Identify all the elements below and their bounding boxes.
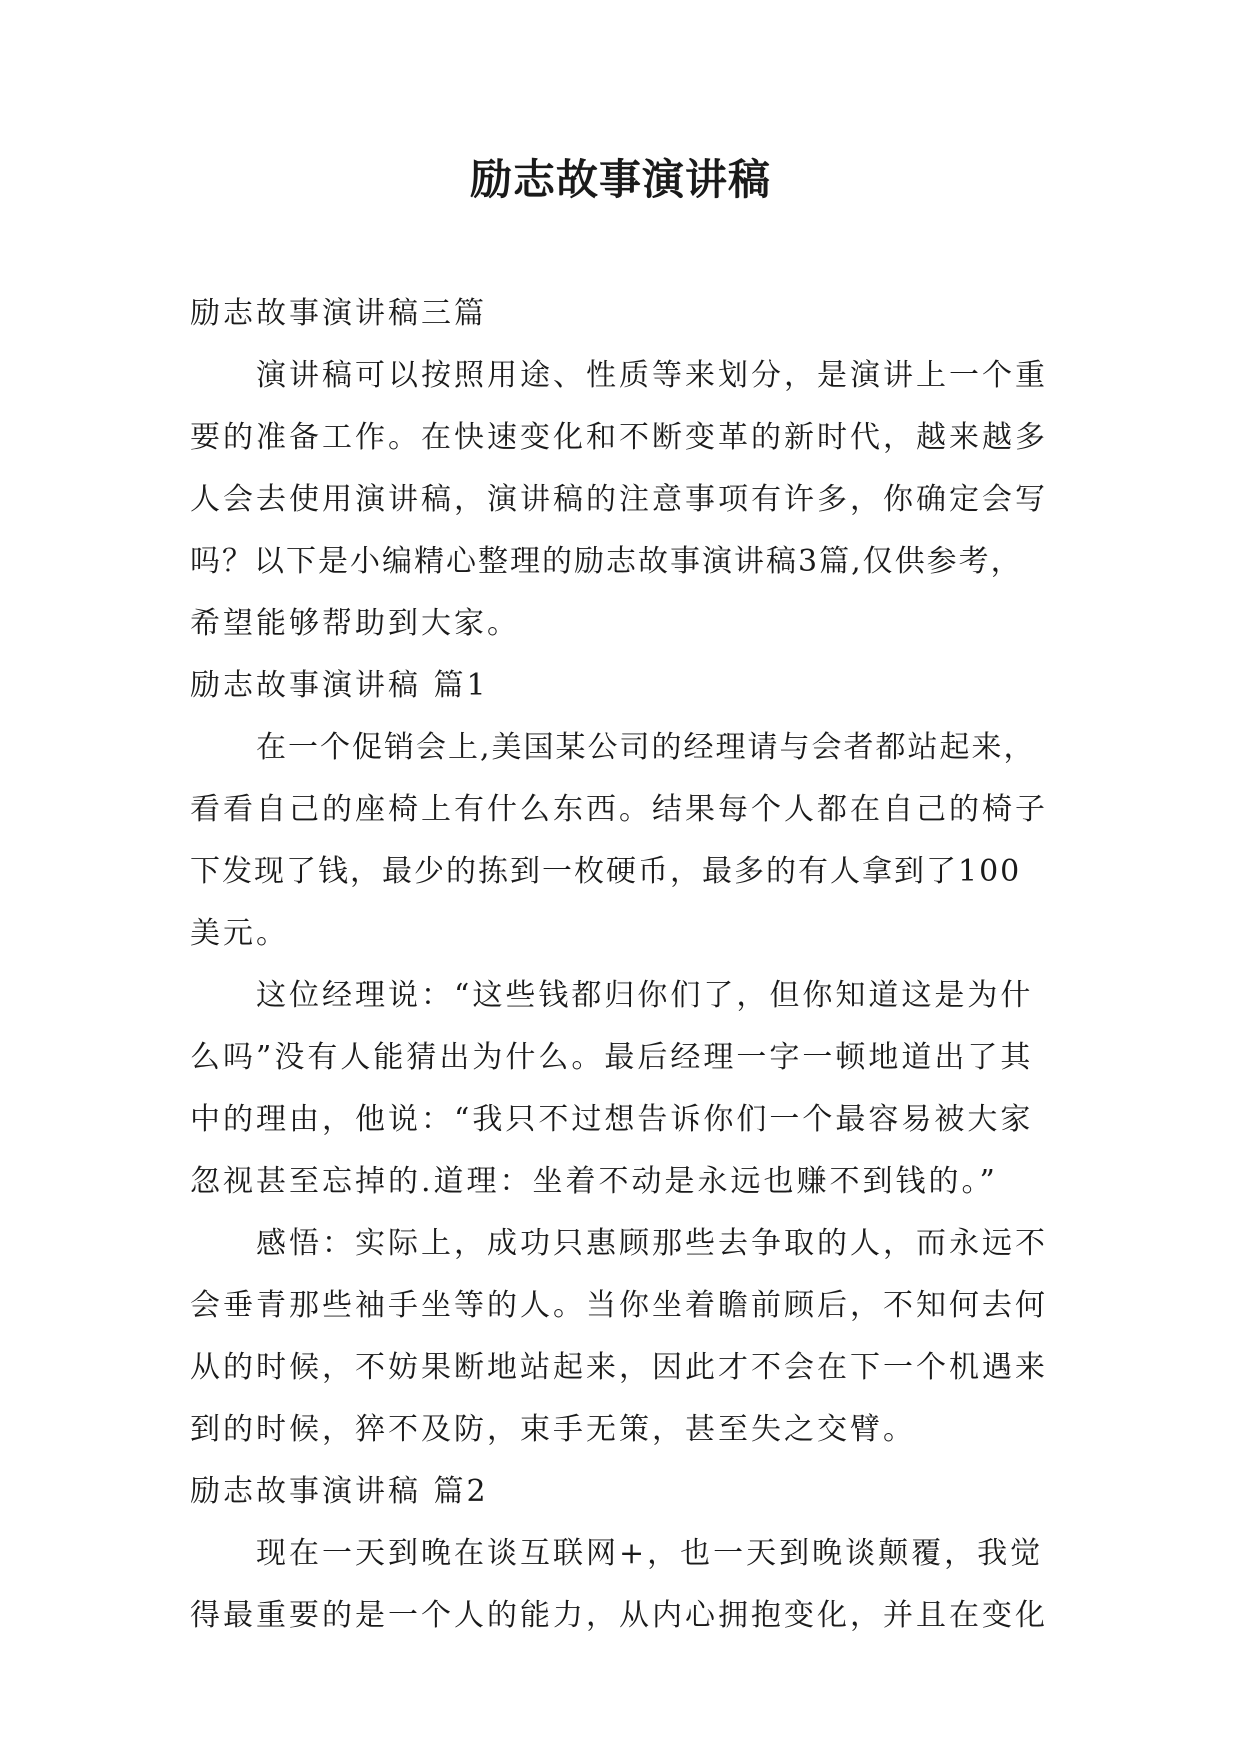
text-line: 中的理由，他说：“我只不过想告诉你们一个最容易被大家 — [190, 1102, 1034, 1137]
text-line: 看看自己的座椅上有什么东西。结果每个人都在自己的椅子 — [190, 792, 1048, 827]
document-title: 励志故事演讲稿 — [469, 155, 771, 204]
text-line: 美元。 — [190, 916, 289, 951]
text-line: 励志故事演讲稿三篇 — [190, 296, 487, 331]
text-line: 得最重要的是一个人的能力，从内心拥抱变化，并且在变化 — [190, 1598, 1048, 1633]
text-line: 演讲稿可以按照用途、性质等来划分，是演讲上一个重 — [256, 358, 1048, 393]
text-line: 要的准备工作。在快速变化和不断变革的新时代，越来越多 — [190, 420, 1048, 455]
text-line: 人会去使用演讲稿，演讲稿的注意事项有许多，你确定会写 — [190, 482, 1048, 517]
text-line: 忽视甚至忘掉的.道理：坐着不动是永远也赚不到钱的。” — [190, 1164, 998, 1199]
text-line: 从的时候，不妨果断地站起来，因此才不会在下一个机遇来 — [190, 1350, 1048, 1385]
section-heading: 励志故事演讲稿 篇1 — [190, 668, 489, 703]
text-line: 到的时候，猝不及防，束手无策，甚至失之交臂。 — [190, 1412, 916, 1447]
section-heading: 励志故事演讲稿 篇2 — [190, 1474, 489, 1509]
document-body — [190, 283, 1060, 1647]
text-line: 感悟：实际上，成功只惠顾那些去争取的人，而永远不 — [256, 1226, 1048, 1261]
text-line: 么吗”没有人能猜出为什么。最后经理一字一顿地道出了其 — [190, 1040, 1034, 1075]
text-line: 在一个促销会上,美国某公司的经理请与会者都站起来， — [256, 730, 1036, 765]
text-line: 希望能够帮助到大家。 — [190, 606, 520, 641]
text-line: 现在一天到晚在谈互联网+，也一天到晚谈颠覆，我觉 — [256, 1536, 1044, 1571]
text-line: 会垂青那些袖手坐等的人。当你坐着瞻前顾后，不知何去何 — [190, 1288, 1048, 1323]
text-line: 下发现了钱，最少的拣到一枚硬币，最多的有人拿到了100 — [190, 854, 1022, 889]
text-line: 吗？以下是小编精心整理的励志故事演讲稿3篇,仅供参考， — [190, 544, 1023, 579]
text-line: 这位经理说：“这些钱都归你们了，但你知道这是为什 — [256, 978, 1034, 1013]
